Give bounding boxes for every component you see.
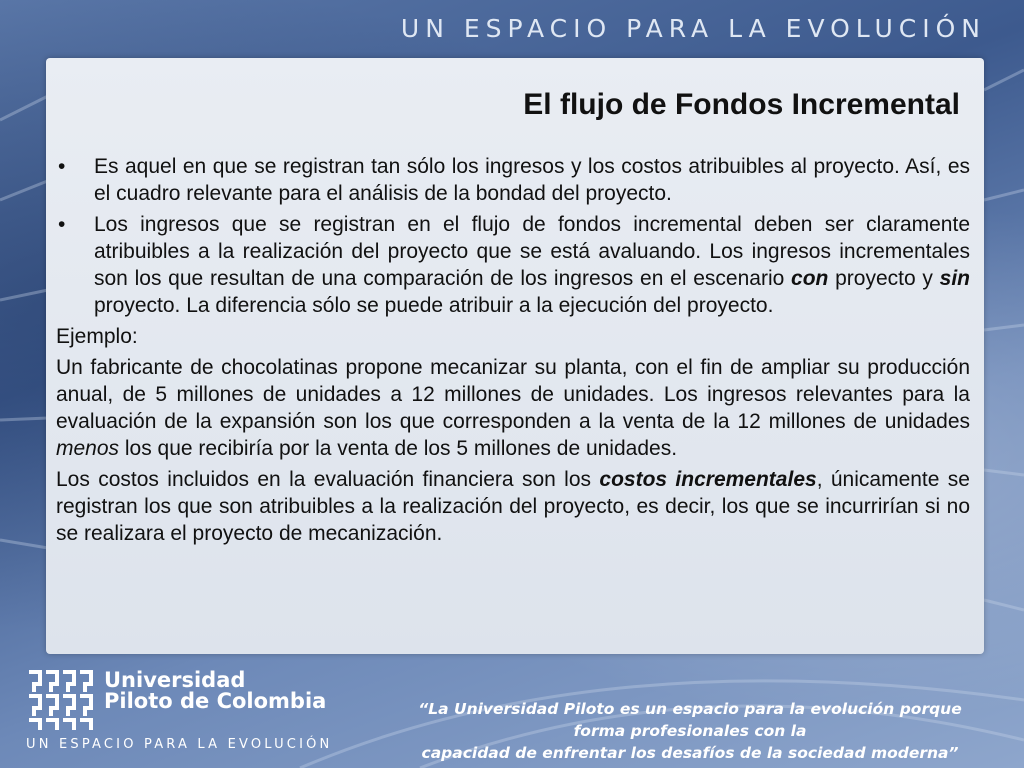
bullet-item <box>56 153 970 207</box>
footer-quote-line1: “La Universidad Piloto es un espacio para la evolución porque forma profesionales con la <box>418 700 962 740</box>
example-label: Ejemplo: <box>56 325 138 348</box>
bullet-text: Los ingresos que se registran en el flujo de fondos incremental deben ser claramente atribuibles a la realización del proyecto que se está avaluando. Los ingresos incrementales son los que resultan de una comparación de los ingresos en el escenario <box>94 213 970 290</box>
slide-body <box>56 153 970 551</box>
emphasis-sin: sin <box>939 267 970 290</box>
university-name-line2: Piloto de Colombia <box>104 689 327 713</box>
header-tagline: UN ESPACIO PARA LA EVOLUCIÓN <box>400 14 986 43</box>
costs-text: Los costos incluidos en la evaluación financiera son los <box>56 468 600 491</box>
emphasis-costos-incrementales: costos incrementales <box>599 468 817 491</box>
footer-quote <box>390 698 990 764</box>
bullet-list <box>56 153 970 319</box>
bullet-dot: • <box>58 155 66 178</box>
costs-paragraph <box>56 466 970 547</box>
bullet-text: proyecto y <box>828 267 940 290</box>
emphasis-con: con <box>791 267 829 290</box>
slide-title: El flujo de Fondos Incremental <box>523 88 960 121</box>
footer-quote-line2: capacidad de enfrentar los desafíos de la sociedad moderna” <box>421 744 959 762</box>
example-text: Un fabricante de chocolatinas propone mecanizar su planta, con el fin de ampliar su producción anual, de 5 millones de unidades a 12 millones de unidades. Los ingresos relevantes para la evaluación de la expansión son los que corresponden a la venta de la 12 millones de unidades <box>56 356 970 433</box>
university-logo-icon <box>26 668 94 732</box>
example-paragraph <box>56 354 970 462</box>
bullet-text: Es aquel en que se registran tan sólo los ingresos y los costos atribuibles al proyecto. Así, es el cuadro relevante para el análisis de la bondad del proyecto. <box>94 155 970 205</box>
bullet-dot: • <box>58 213 66 236</box>
university-name <box>104 670 326 712</box>
costs-text: , únicamente se registran los que son atribuibles a la realización del proyecto, es decir, los que se incurrirían si no se realizara el proyecto de mecanización. <box>56 468 970 545</box>
bullet-text: proyecto. La diferencia sólo se puede atribuir a la ejecución del proyecto. <box>94 294 774 317</box>
university-tagline: UN ESPACIO PARA LA EVOLUCIÓN <box>26 737 333 752</box>
emphasis-menos: menos <box>56 437 120 460</box>
example-text: los que recibiría por la venta de los 5 millones de unidades. <box>119 437 678 460</box>
university-name-line1: Universidad <box>104 668 246 692</box>
bullet-item <box>56 211 970 319</box>
